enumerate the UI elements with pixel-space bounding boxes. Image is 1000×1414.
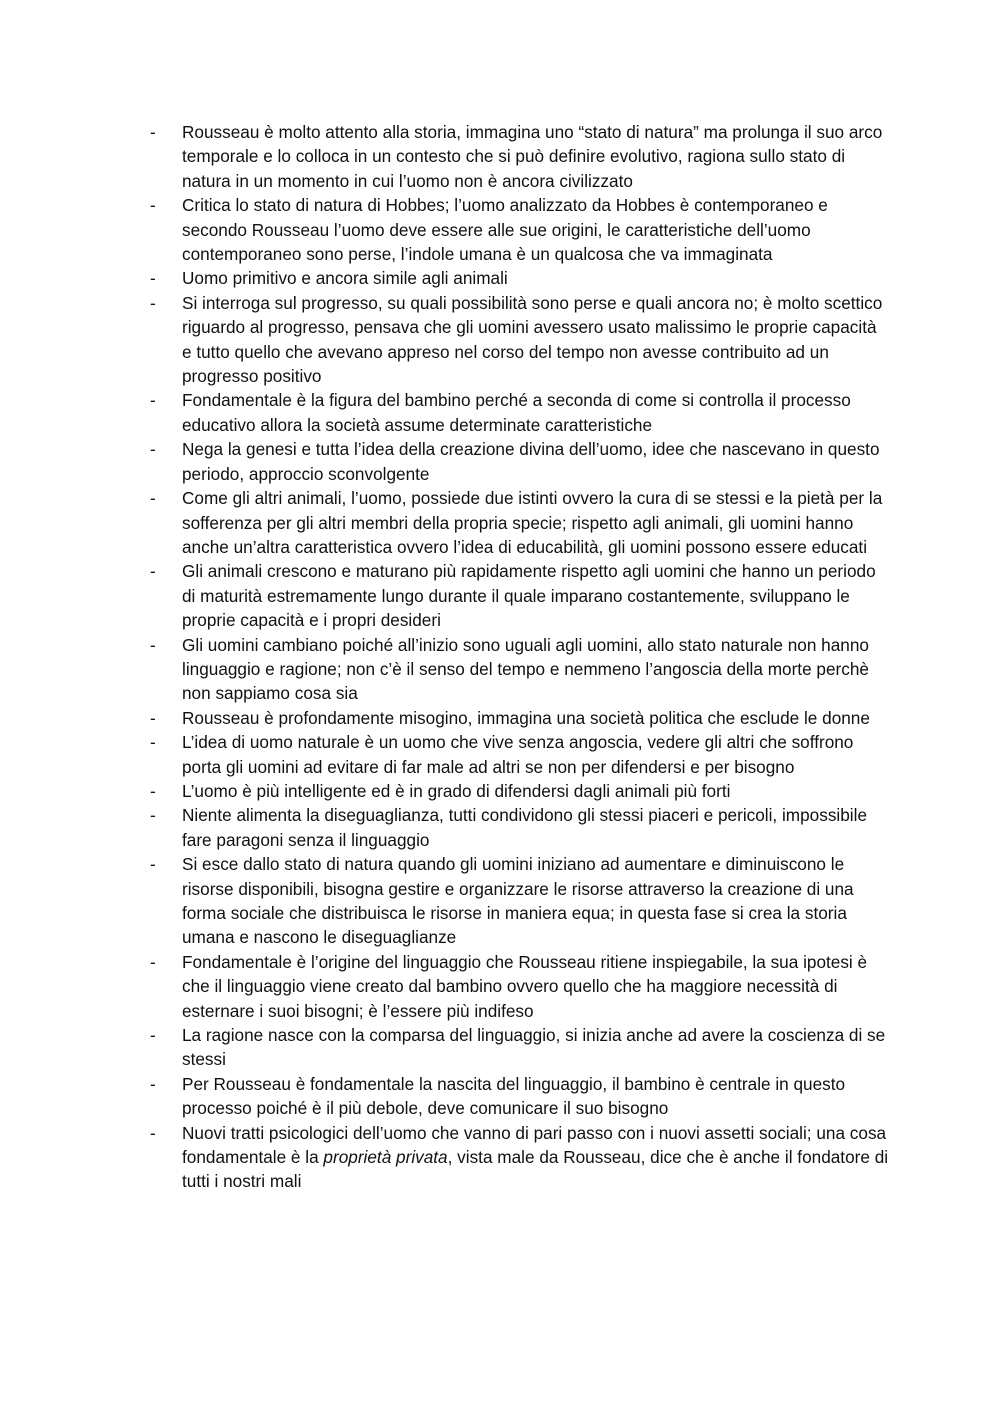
list-item	[150, 852, 890, 950]
bullet-dash: -	[150, 292, 156, 313]
bullet-dash: -	[150, 951, 156, 972]
bullet-dash: -	[150, 439, 156, 460]
list-item-text: Gli animali crescono e maturano più rapidamente rispetto agli uomini che hanno un periodo di maturità estremamente lungo durante il quale imparano costantemente, sviluppano le proprie capacità e i propri desideri	[182, 561, 876, 631]
list-item	[150, 1072, 890, 1121]
emphasized-text: proprietà privata	[323, 1147, 448, 1168]
list-item	[150, 730, 890, 779]
list-item	[150, 779, 890, 803]
bullet-dash: -	[150, 122, 156, 142]
list-item-text: Per Rousseau è fondamentale la nascita del linguaggio, il bambino è centrale in questo processo poiché è il più debole, deve comunicare il suo bisogno	[182, 1073, 846, 1119]
list-item-text: L’uomo è più intelligente ed è in grado di difendersi dagli animali più forti	[182, 780, 731, 801]
list-item-text: Come gli altri animali, l’uomo, possiede due istinti ovvero la cura di se stessi e la pietà per la sofferenza per gli altri membri della propria specie; rispetto agli animali, gli uomini hanno anche un’altra caratteristica ovvero l’idea di educabilità, gli uomini possono essere educati	[182, 488, 883, 557]
list-item	[150, 706, 890, 730]
bullet-dash: -	[150, 732, 156, 753]
list-item	[150, 266, 890, 290]
list-item	[150, 291, 890, 389]
list-item	[150, 120, 890, 193]
text-segment: Nuovi tratti psicologici dell’uomo che vanno di pari passo con i nuovi assetti sociali; una cosa fondamentale è la	[182, 1122, 887, 1168]
list-item	[150, 193, 890, 266]
list-item-text: Critica lo stato di natura di Hobbes; l’uomo analizzato da Hobbes è contemporaneo e secondo Rousseau l’uomo deve essere alle sue origini, le caratteristiche dell’uomo contemporaneo sono perse, l’indole umana è un qualcosa che va immaginata	[182, 195, 828, 265]
list-item-text	[182, 1121, 890, 1194]
bullet-dash: -	[150, 488, 156, 509]
list-item-text: Rousseau è molto attento alla storia, immagina uno “stato di natura” ma prolunga il suo arco temporale e lo colloca in un contesto che si può definire evolutivo, ragiona sullo stato di natura in un momento in cui l’uomo non è ancora civilizzato	[182, 122, 883, 191]
list-item	[150, 633, 890, 706]
list-item	[150, 1023, 890, 1072]
bullet-dash: -	[150, 390, 156, 411]
bullet-dash: -	[150, 805, 156, 826]
list-item-text: Nega la genesi e tutta l’idea della creazione divina dell’uomo, idee che nascevano in questo periodo, approccio sconvolgente	[182, 439, 880, 484]
text-segment: , vista male da Rousseau, dice che è anche il fondatore di tutti i nostri mali	[182, 1147, 889, 1192]
list-item-text: Si interroga sul progresso, su quali possibilità sono perse e quali ancora no; è molto scettico riguardo al progresso, pensava che gli uomini avessero usato malissimo le proprie capacità e tutto quello che avevano appreso nel corso del tempo non avesse contribuito ad un progresso positivo	[182, 292, 883, 387]
bullet-dash: -	[150, 195, 156, 216]
bullet-dash: -	[150, 1073, 156, 1094]
list-item	[150, 803, 890, 852]
bullet-list	[150, 120, 890, 1194]
bullet-dash: -	[150, 854, 156, 875]
list-item-text: Fondamentale è la figura del bambino perché a seconda di come si controlla il processo educativo allora la società assume determinate caratteristiche	[182, 390, 851, 435]
list-item	[150, 559, 890, 632]
list-item	[150, 437, 890, 486]
bullet-dash: -	[150, 1025, 156, 1046]
bullet-dash: -	[150, 634, 156, 655]
list-item-text: Rousseau è profondamente misogino, immagina una società politica che esclude le donne	[182, 707, 870, 728]
list-item	[150, 1121, 890, 1194]
bullet-dash: -	[150, 780, 156, 801]
list-item-text: Niente alimenta la diseguaglianza, tutti condividono gli stessi piaceri e pericoli, impossibile fare paragoni senza il linguaggio	[182, 805, 867, 850]
list-item-text: Uomo primitivo e ancora simile agli animali	[182, 268, 508, 289]
list-item-text: Gli uomini cambiano poiché all’inizio sono uguali agli uomini, allo stato naturale non hanno linguaggio e ragione; non c’è il senso del tempo e nemmeno l’angoscia della morte perchè non sappiamo cosa sia	[182, 634, 869, 704]
bullet-dash: -	[150, 707, 156, 728]
list-item	[150, 388, 890, 437]
bullet-dash: -	[150, 561, 156, 582]
list-item-text: Si esce dallo stato di natura quando gli uomini iniziano ad aumentare e diminuiscono le risorse disponibili, bisogna gestire e organizzare le risorse attraverso la creazione di una forma sociale che distribuisca le risorse in maniera equa; in questa fase si crea la storia umana e nascono le diseguaglianze	[182, 854, 854, 948]
list-item-text: La ragione nasce con la comparsa del linguaggio, si inizia anche ad avere la coscienza di se stessi	[182, 1025, 886, 1070]
list-item-text: Fondamentale è l’origine del linguaggio che Rousseau ritiene inspiegabile, la sua ipotesi è che il linguaggio viene creato dal bambino ovvero quello che ha maggiore necessità di esternare i suoi bisogni; è l’essere più indifeso	[182, 951, 868, 1021]
bullet-dash: -	[150, 1122, 156, 1143]
list-item-text: L’idea di uomo naturale è un uomo che vive senza angoscia, vedere gli altri che soffrono porta gli uomini ad evitare di far male ad altri se non per difendersi e per bisogno	[182, 732, 854, 777]
list-item	[150, 950, 890, 1023]
list-item	[150, 486, 890, 559]
bullet-dash: -	[150, 268, 156, 289]
